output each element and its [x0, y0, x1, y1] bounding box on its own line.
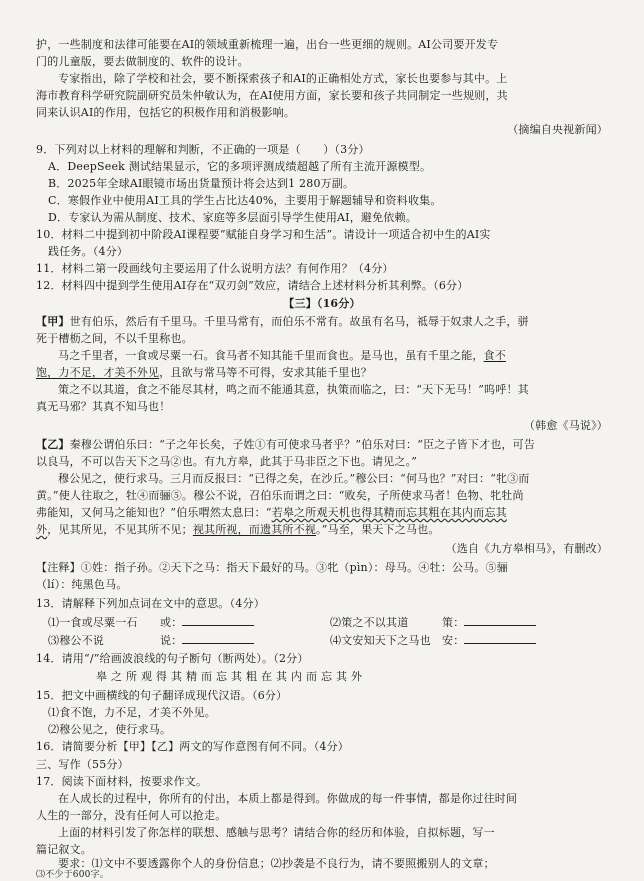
source-citation: （韩愈《马说》） — [523, 419, 608, 432]
sub-question: ⑵策之不以其道 策： — [330, 615, 536, 630]
text-line: 【乙】秦穆公谓伯乐曰：“子之年长矣，子姓①有可使求马者乎？”伯乐对曰：“臣之子皆下才也，可告 — [36, 438, 536, 451]
question-16: 16．请简要分析【甲】【乙】两文的写作意图有何不同。（4分） — [36, 740, 349, 753]
question-10-cont: 践任务。（4分） — [48, 245, 129, 258]
text-line: 门的儿童版，要去做制度的、软件的设计。 — [36, 55, 249, 68]
section-heading: 三、写作（55分） — [36, 758, 129, 771]
text-line: 死于槽枥之间，不以千里称也。 — [36, 332, 193, 345]
sub-question: ⑵穆公见之，使行求马。 — [48, 723, 172, 736]
question-15: 15．把文中画横线的句子翻译成现代汉语。（6分） — [36, 689, 288, 702]
question-10: 10．材料二中提到初中阶段AI课程要“赋能自身学习和生活”。请设计一项适合初中生的AI实 — [36, 228, 491, 241]
text-line: 真无马邪？其真不知马也！ — [36, 400, 171, 413]
passage-tag: 【乙】 — [36, 438, 70, 451]
text-line: 策之不以其道，食之不能尽其材，鸣之而不能通其意，执策而临之，曰：“天下无马！”呜呼！其 — [58, 383, 529, 396]
text-line: 穆公见之，使行求马。三月而反报曰：“已得之矣，在沙丘。”穆公曰：“何马也？”对曰：“牝③而 — [58, 472, 530, 485]
annotation: （lí）：纯黑色马。 — [36, 578, 128, 591]
text-line: 专家指出，除了学校和社会，要不断探索孩子和AI的正确相处方式，家长也要参与其中。上 — [58, 72, 508, 85]
punctuation-sentence: 皋之所观得其精而忘其粗在其内而忘其外 — [96, 670, 366, 683]
passage-tag: 【甲】 — [36, 315, 70, 328]
text-line: 黄。”使人往取之，牡④而骊⑤。穆公不说，召伯乐而谓之曰：“败矣，子所使求马者！色物、牝牡尚 — [36, 489, 524, 502]
text-line: 篇记叙文。 — [36, 843, 92, 856]
text-line: 马之千里者，一食或尽粟一石。食马者不知其能千里而食也。是马也，虽有千里之能，食不 — [58, 349, 507, 362]
option-a: A．DeepSeek 测试结果显示，它的多项评测成绩超越了所有主流开源模型。 — [48, 160, 432, 173]
text-line: 海市教育科学研究院副研究员朱仲敏认为，在AI使用方面，家长要和孩子共同制定一些规则，共 — [36, 89, 508, 102]
text-line: 外，见其所见，不见其所不见；视其所视，而遗其所不视。”马至，果天下之马也。 — [36, 523, 440, 536]
answer-blank[interactable] — [182, 615, 254, 626]
text-line: 护，一些制度和法律可能要在AI的领域重新梳理一遍，出台一些更细的规则。AI公司要开发专 — [36, 38, 499, 51]
text-line: 弗能知，又何马之能知也？”伯乐喟然太息曰：“若皋之所观天机也得其精而忘其粗在其内而忘其 — [36, 506, 507, 519]
option-c: C．寒假作业中使用AI工具的学生占比达40%，主要用于解题辅导和资料收集。 — [48, 194, 442, 207]
question-12: 12．材料四中提到学生使用AI存在“双刃剑”效应，请结合上述材料分析其利弊。（6分） — [36, 279, 469, 292]
question-9: 9．下列对以上材料的理解和判断，不正确的一项是（ ）（3分） — [36, 143, 370, 156]
annotation: 【注释】①姓：指子孙。②天下之马：指天下最好的马。③牝（pìn）：母马。④牡：公马。⑤骊 — [36, 561, 508, 574]
question-14: 14．请用“/”给画波浪线的句子断句（断两处）。（2分） — [36, 652, 309, 665]
option-d: D．专家认为需从制度、技术、家庭等多层面引导学生使用AI，避免依赖。 — [48, 211, 417, 224]
text-line: 【甲】世有伯乐，然后有千里马。千里马常有，而伯乐不常有。故虽有名马，祗辱于奴隶人之手，骈 — [36, 315, 529, 328]
sub-question: ⑷文安知天下之马也 安： — [330, 633, 536, 648]
source-citation: （摘编自央视新闻） — [507, 123, 608, 136]
option-b: B．2025年全球AI眼镜市场出货量预计将会达到1 280万副。 — [48, 177, 355, 190]
section-heading: 【三】（16分） — [283, 297, 361, 310]
text-line: 人生的一部分，没有任何人可以抢走。 — [36, 809, 227, 822]
answer-blank[interactable] — [182, 633, 254, 644]
text-line: 同来认识AI的作用，包括它的积极作用和消极影响。 — [36, 106, 296, 119]
question-11: 11．材料二第一段画线句主要运用了什么说明方法？有何作用？（4分） — [36, 262, 394, 275]
answer-blank[interactable] — [464, 615, 536, 626]
source-citation: （选自《九方皋相马》，有删改） — [445, 542, 608, 555]
text-line: ⑶不少于600字。 — [36, 870, 109, 880]
text-line: 以良马，不可以告天下之马②也。有九方皋，此其于马非臣之下也。请见之。” — [36, 455, 418, 468]
sub-question: ⑴食不饱，力不足，才美不外见。 — [48, 706, 216, 719]
text-line: 要求：⑴文中不要透露你个人的身份信息；⑵抄袭是不良行为，请不要照搬别人的文章； — [58, 857, 495, 870]
answer-blank[interactable] — [464, 633, 536, 644]
question-17: 17．阅读下面材料，按要求作文。 — [36, 775, 208, 788]
text-line: 饱，力不足，才美不外见，且欲与常马等不可得，安求其能千里也？ — [36, 366, 373, 379]
text-line: 在人成长的过程中，你所有的付出，本质上都是得到。你做成的每一件事情，都是你过往时间 — [58, 792, 518, 805]
text-line: 上面的材料引发了你怎样的联想、感触与思考？请结合你的经历和体验，自拟标题，写一 — [58, 826, 495, 839]
question-13: 13．请解释下列加点词在文中的意思。（4分） — [36, 597, 265, 610]
sub-question: ⑶穆公不说 说： — [48, 633, 254, 648]
sub-question: ⑴一食或尽粟一石 或： — [48, 615, 254, 630]
